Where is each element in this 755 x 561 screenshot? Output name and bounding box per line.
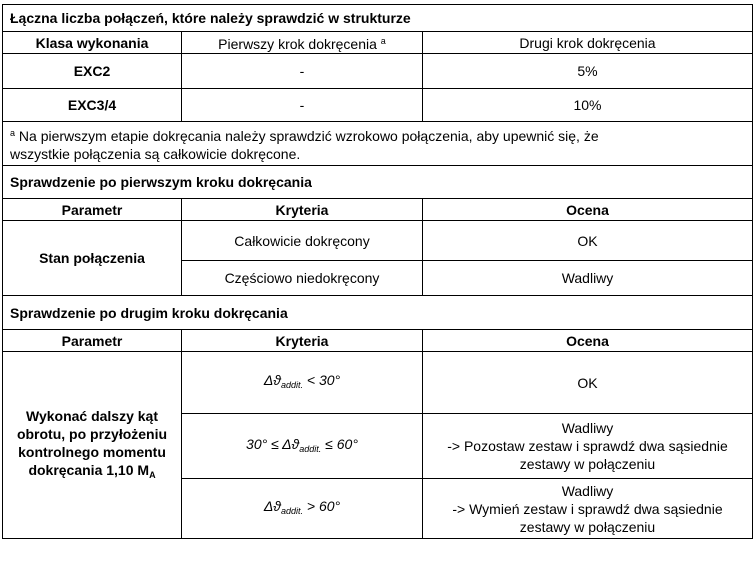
header-klasa-wykonania: Klasa wykonania bbox=[3, 32, 182, 54]
header-drugi-krok: Drugi krok dokręcenia bbox=[423, 32, 753, 54]
section2-header-parametr: Parametr bbox=[3, 199, 182, 221]
footnote-line1: Na pierwszym etapie dokręcania należy sprawdzić wzrokowo połączenia, aby upewnić się, że bbox=[15, 128, 599, 144]
section3-ocena-1: OK bbox=[423, 352, 753, 414]
section1-title: Łączna liczba połączeń, które należy sprawdzić w strukturze bbox=[3, 5, 753, 32]
exc34-klasa: EXC3/4 bbox=[3, 89, 182, 122]
section1-footnote bbox=[3, 122, 753, 166]
section2-title: Sprawdzenie po pierwszym kroku dokręcania bbox=[3, 166, 753, 199]
exc2-pierwszy: - bbox=[182, 54, 423, 89]
section2-ocena-1: OK bbox=[423, 221, 753, 261]
exc2-klasa: EXC2 bbox=[3, 54, 182, 89]
section3-kryteria-2: $30^\circ \le \Delta ϑ_{addit.} \le 60^\circ$ bbox=[182, 414, 423, 479]
exc34-pierwszy: - bbox=[182, 89, 423, 122]
section2-kryteria-2: Częściowo niedokręcony bbox=[182, 261, 423, 296]
section2-header-kryteria: Kryteria bbox=[182, 199, 423, 221]
section2-header-ocena: Ocena bbox=[423, 199, 753, 221]
footnote-ref: a bbox=[380, 36, 386, 46]
footnote-line2: wszystkie połączenia są całkowicie dokręcone. bbox=[10, 146, 301, 162]
section3-kryteria-3: $\Delta ϑ_{addit.} > 60^\circ$ bbox=[182, 479, 423, 539]
section3-header-kryteria: Kryteria bbox=[182, 330, 423, 352]
exc34-drugi: 10% bbox=[423, 89, 753, 122]
section2-kryteria-1: Całkowicie dokręcony bbox=[182, 221, 423, 261]
exc2-drugi: 5% bbox=[423, 54, 753, 89]
footnote-mark: a bbox=[10, 128, 16, 138]
section3-ocena-2: Wadliwy -> Pozostaw zestaw i sprawdź dwa sąsiednie zestawy w połączeniu bbox=[423, 414, 753, 479]
section3-ocena-3: Wadliwy -> Wymień zestaw i sprawdź dwa sąsiednie zestawy w połączeniu bbox=[423, 479, 753, 539]
section2-ocena-2: Wadliwy bbox=[423, 261, 753, 296]
section3-kryteria-1: $\Delta ϑ_{addit.} < 30^\circ$ bbox=[182, 352, 423, 414]
section3-header-parametr: Parametr bbox=[3, 330, 182, 352]
header-pierwszy-krok: Pierwszy krok dokręcenia $^a$ bbox=[182, 32, 423, 54]
section3-header-ocena: Ocena bbox=[423, 330, 753, 352]
section3-title: Sprawdzenie po drugim kroku dokręcania bbox=[3, 296, 753, 330]
section3-parameter: Wykonać dalszy kąt obrotu, po przyłożeniu kontrolnego momentu dokręcania 1,10 $M_A$ bbox=[3, 352, 182, 539]
section2-parameter: Stan połączenia bbox=[3, 221, 182, 296]
bolt-inspection-table bbox=[2, 4, 753, 539]
